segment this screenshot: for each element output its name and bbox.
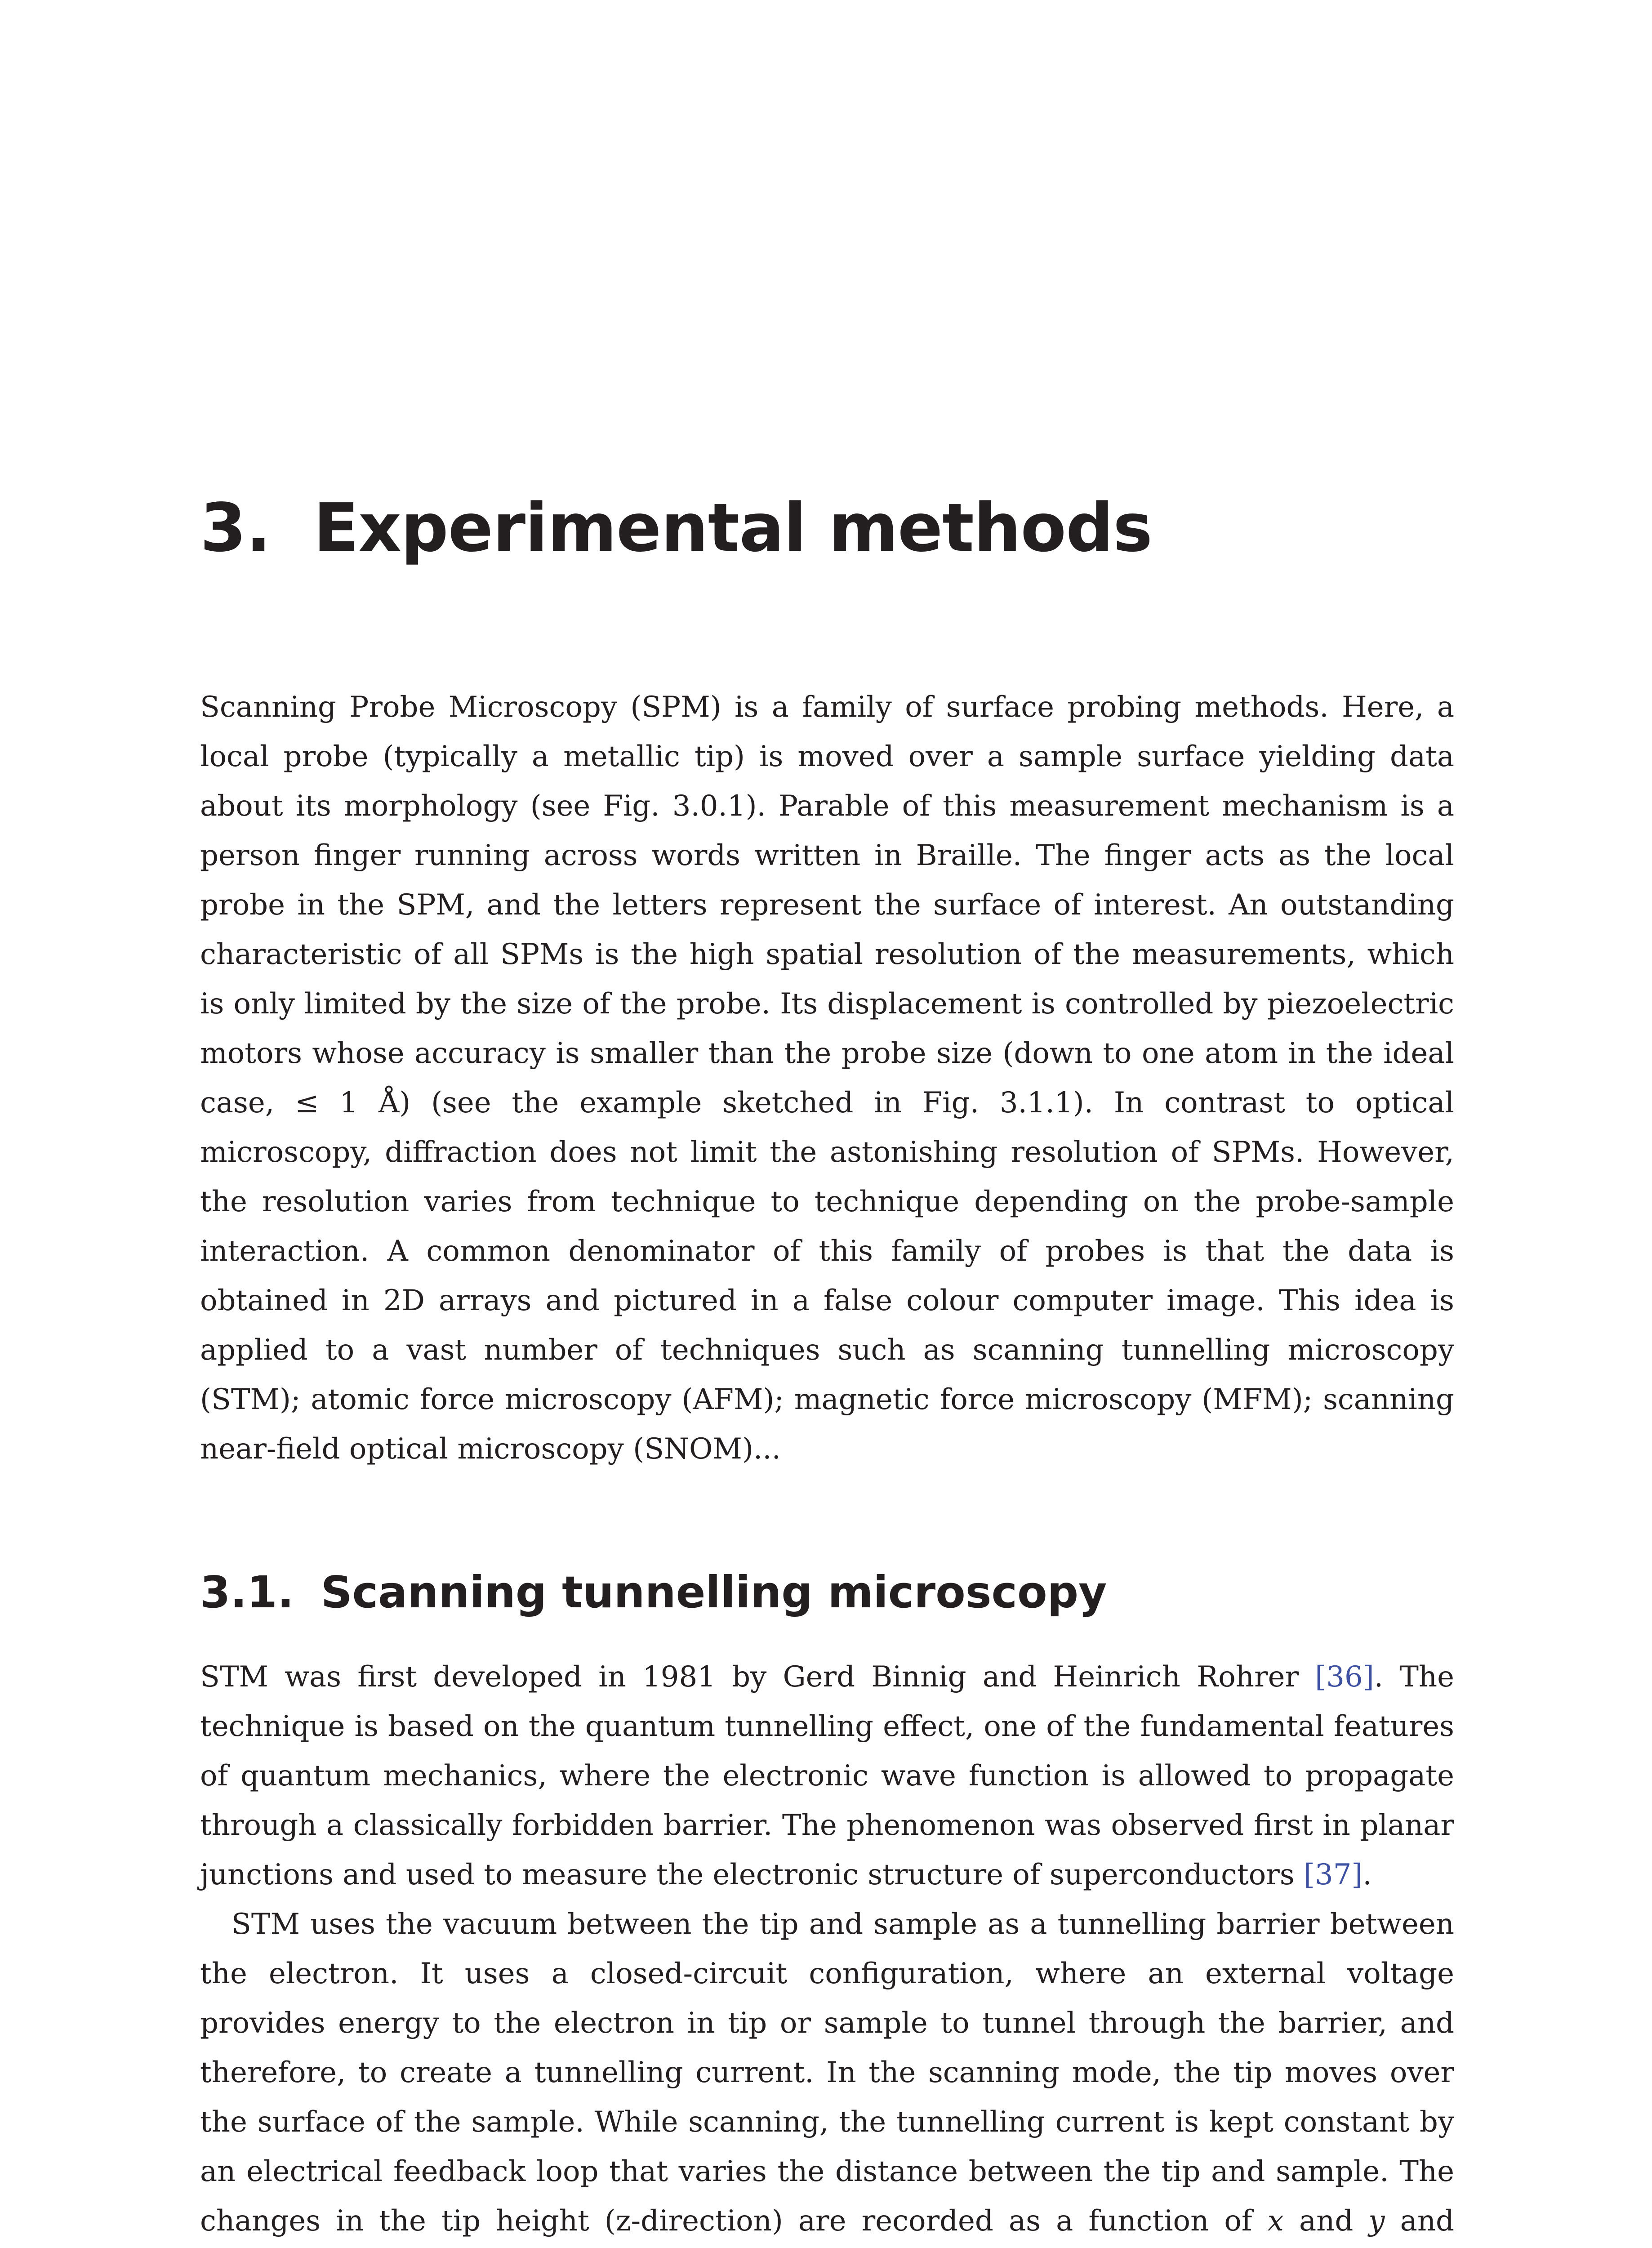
citation-link-37[interactable]: [37]	[1304, 1858, 1363, 1891]
math-variable-x: x	[1267, 2204, 1284, 2238]
chapter-heading	[200, 489, 1454, 566]
paragraph-text: STM uses the vacuum between the tip and sample as a tunnelling barrier between the electron. It uses a closed-circuit configuration, where an external voltage provides energy to the electron in tip or sample to tunnel through the barrier, and therefore, to create a tunnelling current. In the scanning mode, the tip moves over the surface of the sample. While scanning, the tunnelling current is kept constant by an electrical feedback loop that varies the distance between the tip and sample. The changes in the tip height (z-direction) are recorded as a function of	[200, 1908, 1454, 2238]
intro-paragraph: Scanning Probe Microscopy (SPM) is a family of surface probing methods. Here, a local probe (typically a metallic tip) is moved over a sample surface yielding data about its morphology (see Fig. 3.0.1). Parable of this measurement mechanism is a person finger running across words written in Braille. The finger acts as the local probe in the SPM, and the letters represent the surface of interest. An outstanding characteristic of all SPMs is the high spatial resolution of the measurements, which is only limited by the size of the probe. Its displacement is controlled by piezoelectric motors whose accuracy is smaller than the probe size (down to one atom in the ideal case, ≤ 1 Å) (see the example sketched in Fig. 3.1.1). In contrast to optical microscopy, diffraction does not limit the astonishing resolution of SPMs. However, the resolution varies from technique to technique depending on the probe-sample interaction. A common denominator of this family of probes is that the data is obtained in 2D arrays and pictured in a false colour computer image. This idea is applied to a vast number of techniques such as scanning tunnelling microscopy (STM); atomic force microscopy (AFM); magnetic force microscopy (MFM); scanning near-field optical microscopy (SNOM)...	[200, 691, 1454, 1466]
paragraph-text: . The technique is based on the quantum tunnelling effect, one of the fundamental features of quantum mechanics, where the electronic wave function is allowed to propagate through a classically forbidden barrier. The phenomenon was observed first in planar junctions and used to measure the electronic structure of superconductors	[200, 1660, 1455, 1891]
paragraph-text: .	[1363, 1858, 1372, 1891]
page-content	[200, 489, 1455, 2248]
paragraph-text: and	[1400, 2204, 1455, 2238]
section-paragraph-2	[200, 1900, 1454, 2248]
section-paragraph-1	[200, 1652, 1454, 1900]
section-title: Scanning tunnelling microscopy	[321, 1567, 1107, 1618]
paragraph-text: STM was first developed in 1981 by Gerd Binnig and Heinrich Rohrer	[200, 1660, 1315, 1694]
section-number: 3.1.	[200, 1567, 294, 1618]
citation-link-36[interactable]: [36]	[1315, 1660, 1374, 1694]
math-variable-y: y	[1368, 2204, 1385, 2238]
section-heading	[200, 1567, 1454, 1618]
chapter-title: Experimental methods	[313, 489, 1153, 566]
paragraph-text: and	[1283, 2204, 1369, 2238]
chapter-number: 3.	[200, 489, 271, 566]
